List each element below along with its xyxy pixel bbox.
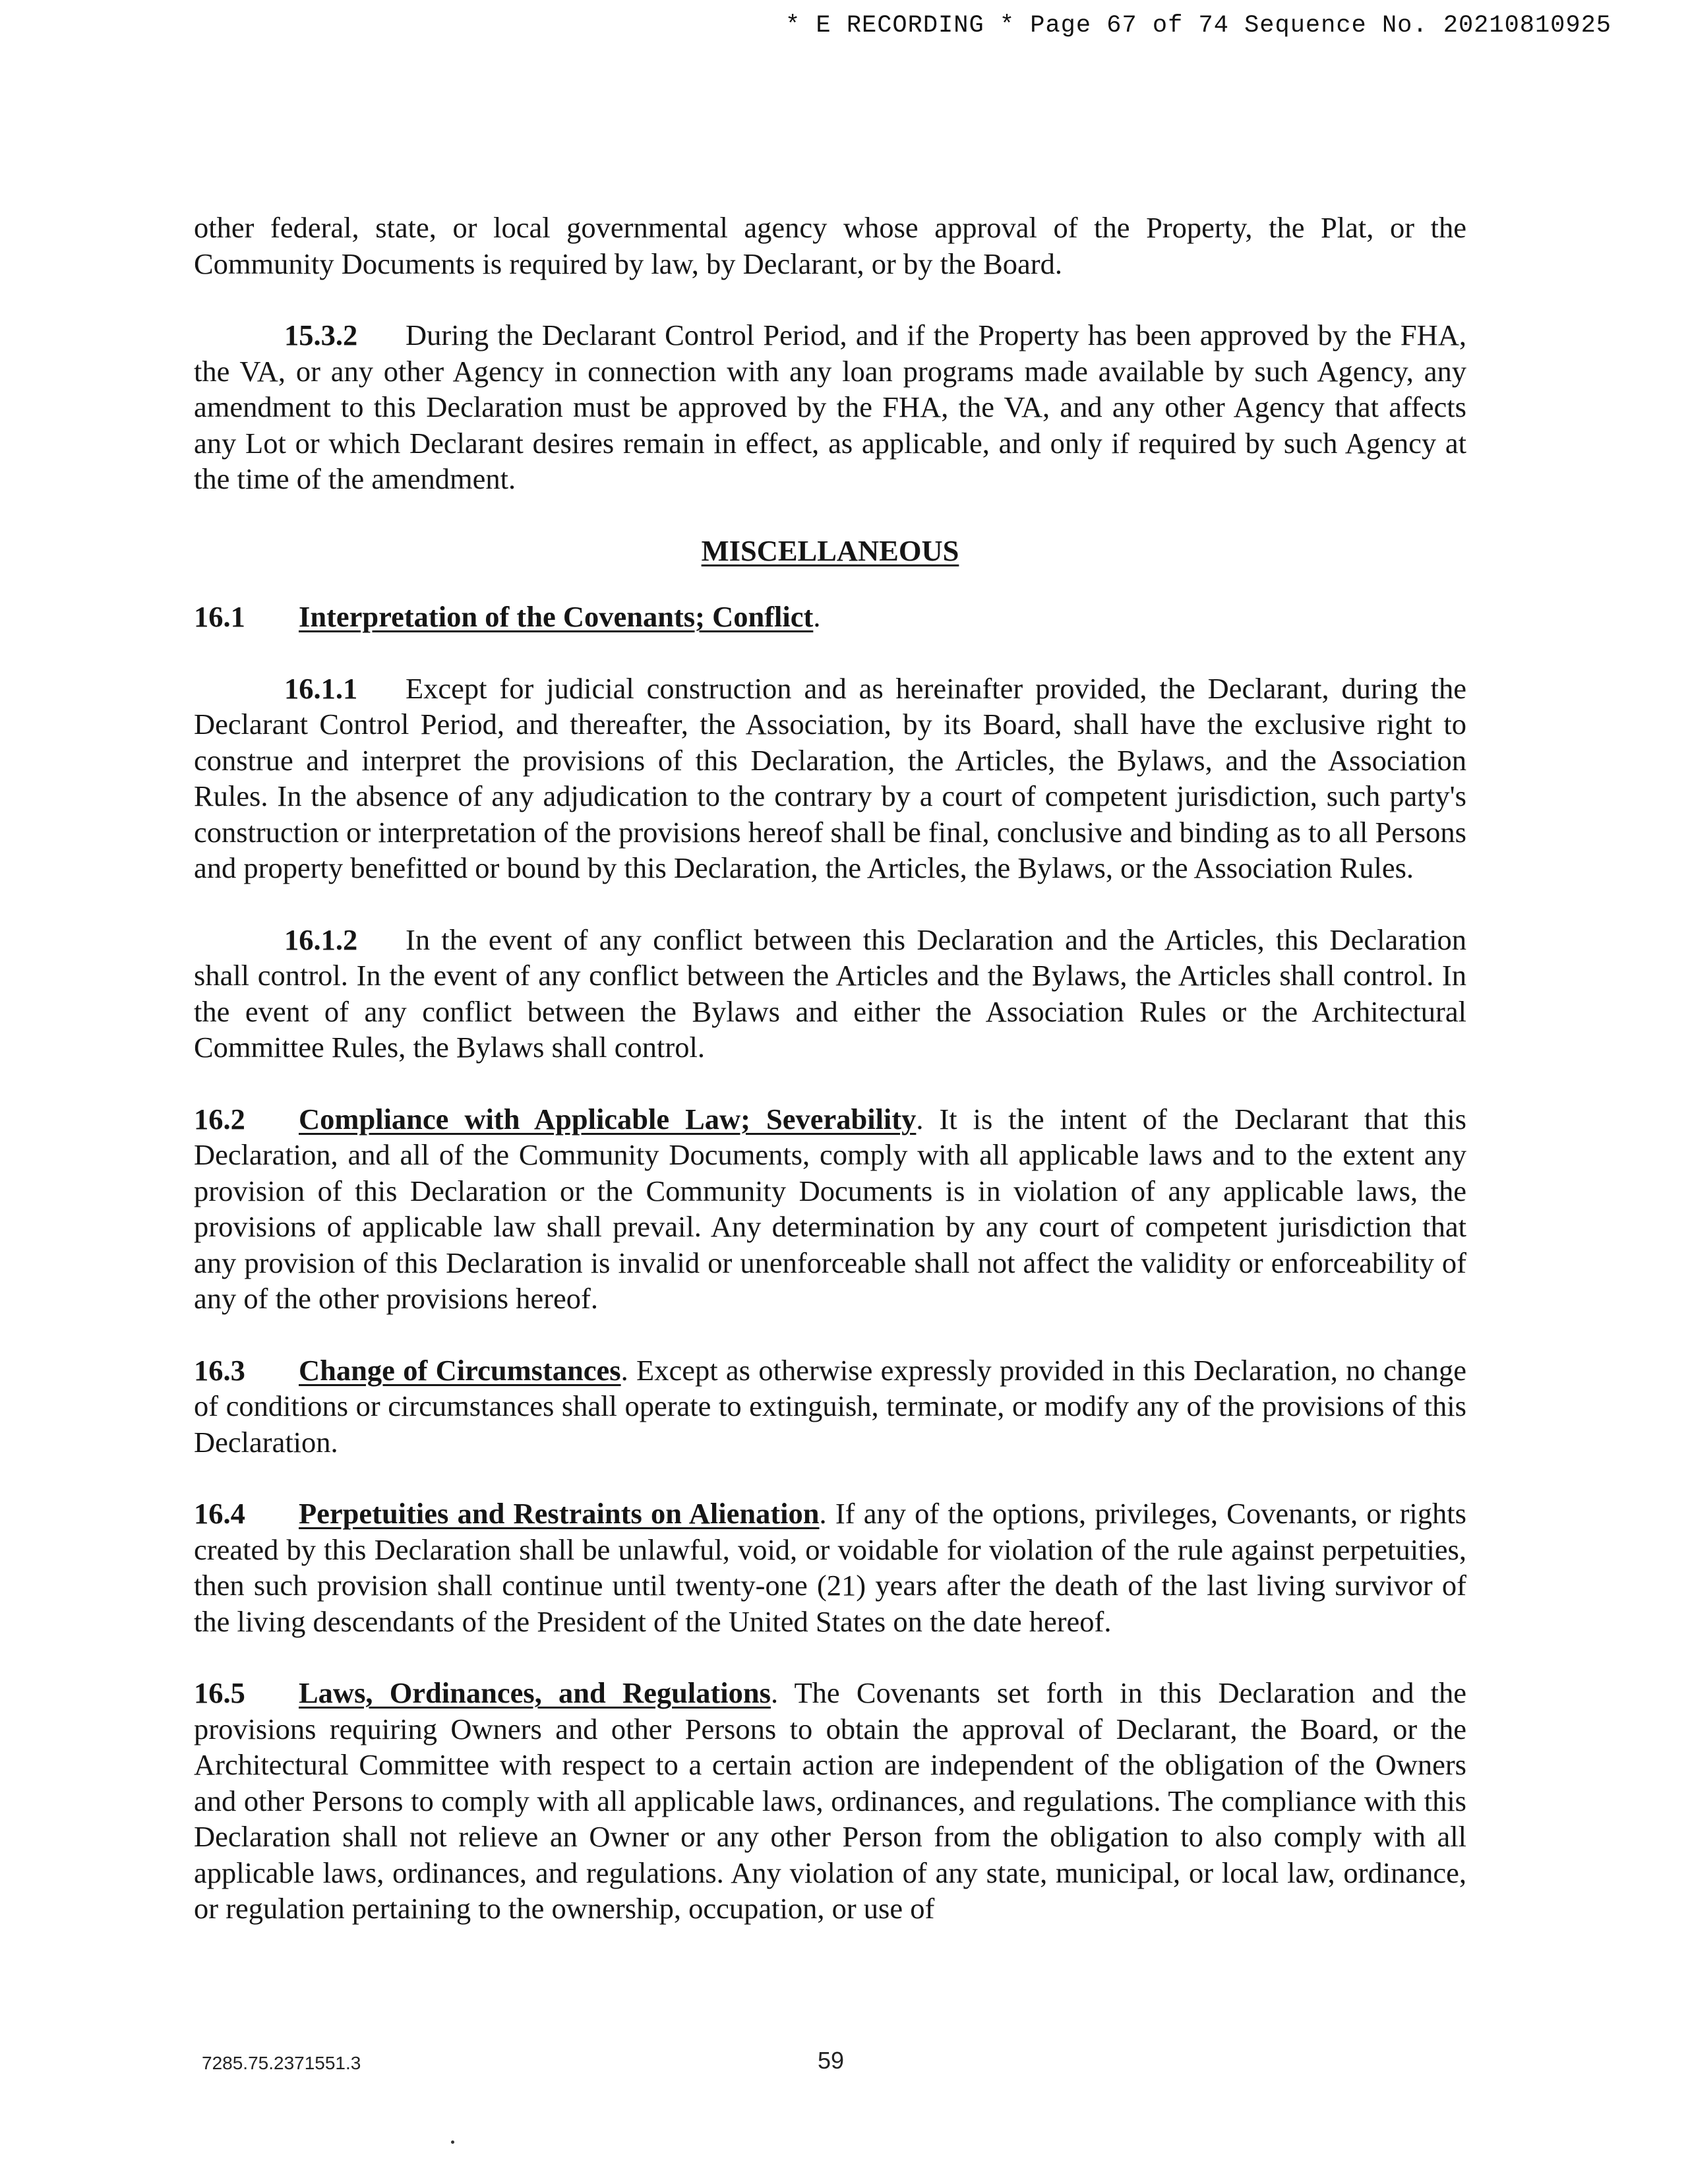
recording-stamp: * E RECORDING * Page 67 of 74 Sequence No. 20210810925 — [785, 12, 1612, 40]
section-text: . Except as otherwise expressly provided in this Declaration, no change of conditions or circumstances shall operate to extinguish, terminate, or modify any of the provisions of this Declaration. — [194, 1353, 1466, 1459]
section-text: During the Declarant Control Period, and if the Property has been approved by the FHA, the VA, or any other Agency in connection with any loan programs made available by such Agency, any amendment to this Declaration must be approved by the FHA, the VA, and any other Agency that affects any Lot or which Declarant desires remain in effect, as applicable, and only if required by such Agency at the time of the amendment. — [194, 318, 1466, 495]
scan-speck — [451, 2140, 454, 2144]
section-16-1 — [194, 599, 1466, 635]
section-title: Compliance with Applicable Law; Severability — [299, 1102, 917, 1136]
section-title: Laws, Ordinances, and Regulations — [299, 1676, 771, 1709]
section-number: 16.5 — [194, 1676, 245, 1709]
footer-document-id: 7285.75.2371551.3 — [202, 2053, 361, 2073]
section-text: Except for judicial construction and as hereinafter provided, the Declarant, during the Declarant Control Period, and thereafter, the Association, by its Board, shall have the exclusive right to construe and interpret the provisions of this Declaration, the Articles, the Bylaws, and the Association Rules. In the absence of any adjudication to the contrary by a court of competent jurisdiction, such party's construction or interpretation of the provisions hereof shall be final, conclusive and binding as to all Persons and property benefitted or bound by this Declaration, the Articles, the Bylaws, or the Association Rules. — [194, 671, 1466, 884]
section-title: Perpetuities and Restraints on Alienation — [299, 1497, 820, 1530]
section-title: Change of Circumstances — [299, 1353, 621, 1387]
section-number: 16.1 — [194, 600, 245, 633]
section-number: 16.1.2 — [284, 923, 358, 956]
section-number: 16.1.1 — [284, 671, 358, 705]
section-text: In the event of any conflict between this Declaration and the Articles, this Declaration shall control. In the event of any conflict between the Articles and the Bylaws, the Articles shall control. In the event of any conflict between the Bylaws and either the Association Rules or the Architectural Committee Rules, the Bylaws shall control. — [194, 923, 1466, 1064]
section-16-3 — [194, 1352, 1466, 1461]
section-16-2 — [194, 1101, 1466, 1317]
section-number: 16.4 — [194, 1497, 245, 1530]
section-title: Interpretation of the Covenants; Conflict — [299, 600, 814, 633]
article-heading: MISCELLANEOUS — [701, 533, 959, 567]
section-text: . It is the intent of the Declarant that this Declaration, and all of the Community Documents, comply with all applicable laws and to the extent any provision of this Declaration or the Community Documents is in violation of any applicable laws, the provisions of applicable law shall prevail. Any determination by any court of competent jurisdiction that any provision of this Declaration is invalid or unenforceable shall not affect the validity or enforceability of any of the other provisions hereof. — [194, 1102, 1466, 1315]
section-number: 16.3 — [194, 1353, 245, 1387]
section-16-1-1 — [194, 671, 1466, 886]
section-16-5 — [194, 1675, 1466, 1927]
section-text: . If any of the options, privileges, Covenants, or rights created by this Declaration shall be unlawful, void, or voidable for violation of the rule against perpetuities, then such provision shall continue until twenty-one (21) years after the death of the last living survivor of the living descendants of the President of the United States on the date hereof. — [194, 1497, 1466, 1638]
section-number: 15.3.2 — [284, 318, 358, 351]
paragraph-continuation: other federal, state, or local governmental agency whose approval of the Property, the Plat, or the Community Documents is required by law, by Declarant, or by the Board. — [194, 211, 1466, 280]
section-16-1-2 — [194, 922, 1466, 1066]
document-body — [194, 210, 1466, 1962]
footer-page-number: 59 — [818, 2047, 845, 2074]
section-15-3-2 — [194, 317, 1466, 497]
section-text: . The Covenants set forth in this Declaration and the provisions requiring Owners and other Persons to obtain the approval of Declarant, the Board, or the Architectural Committee with respect to a certain action are independent of the obligation of the Owners and other Persons to comply with all applicable laws, ordinances, and regulations. The compliance with this Declaration shall not relieve an Owner or any other Person from the obligation to also comply with all applicable laws, ordinances, and regulations. Any violation of any state, municipal, or local law, ordinance, or regulation pertaining to the ownership, occupation, or use of — [194, 1676, 1466, 1925]
section-title-tail: . — [813, 600, 821, 633]
section-number: 16.2 — [194, 1102, 245, 1136]
section-16-4 — [194, 1496, 1466, 1639]
